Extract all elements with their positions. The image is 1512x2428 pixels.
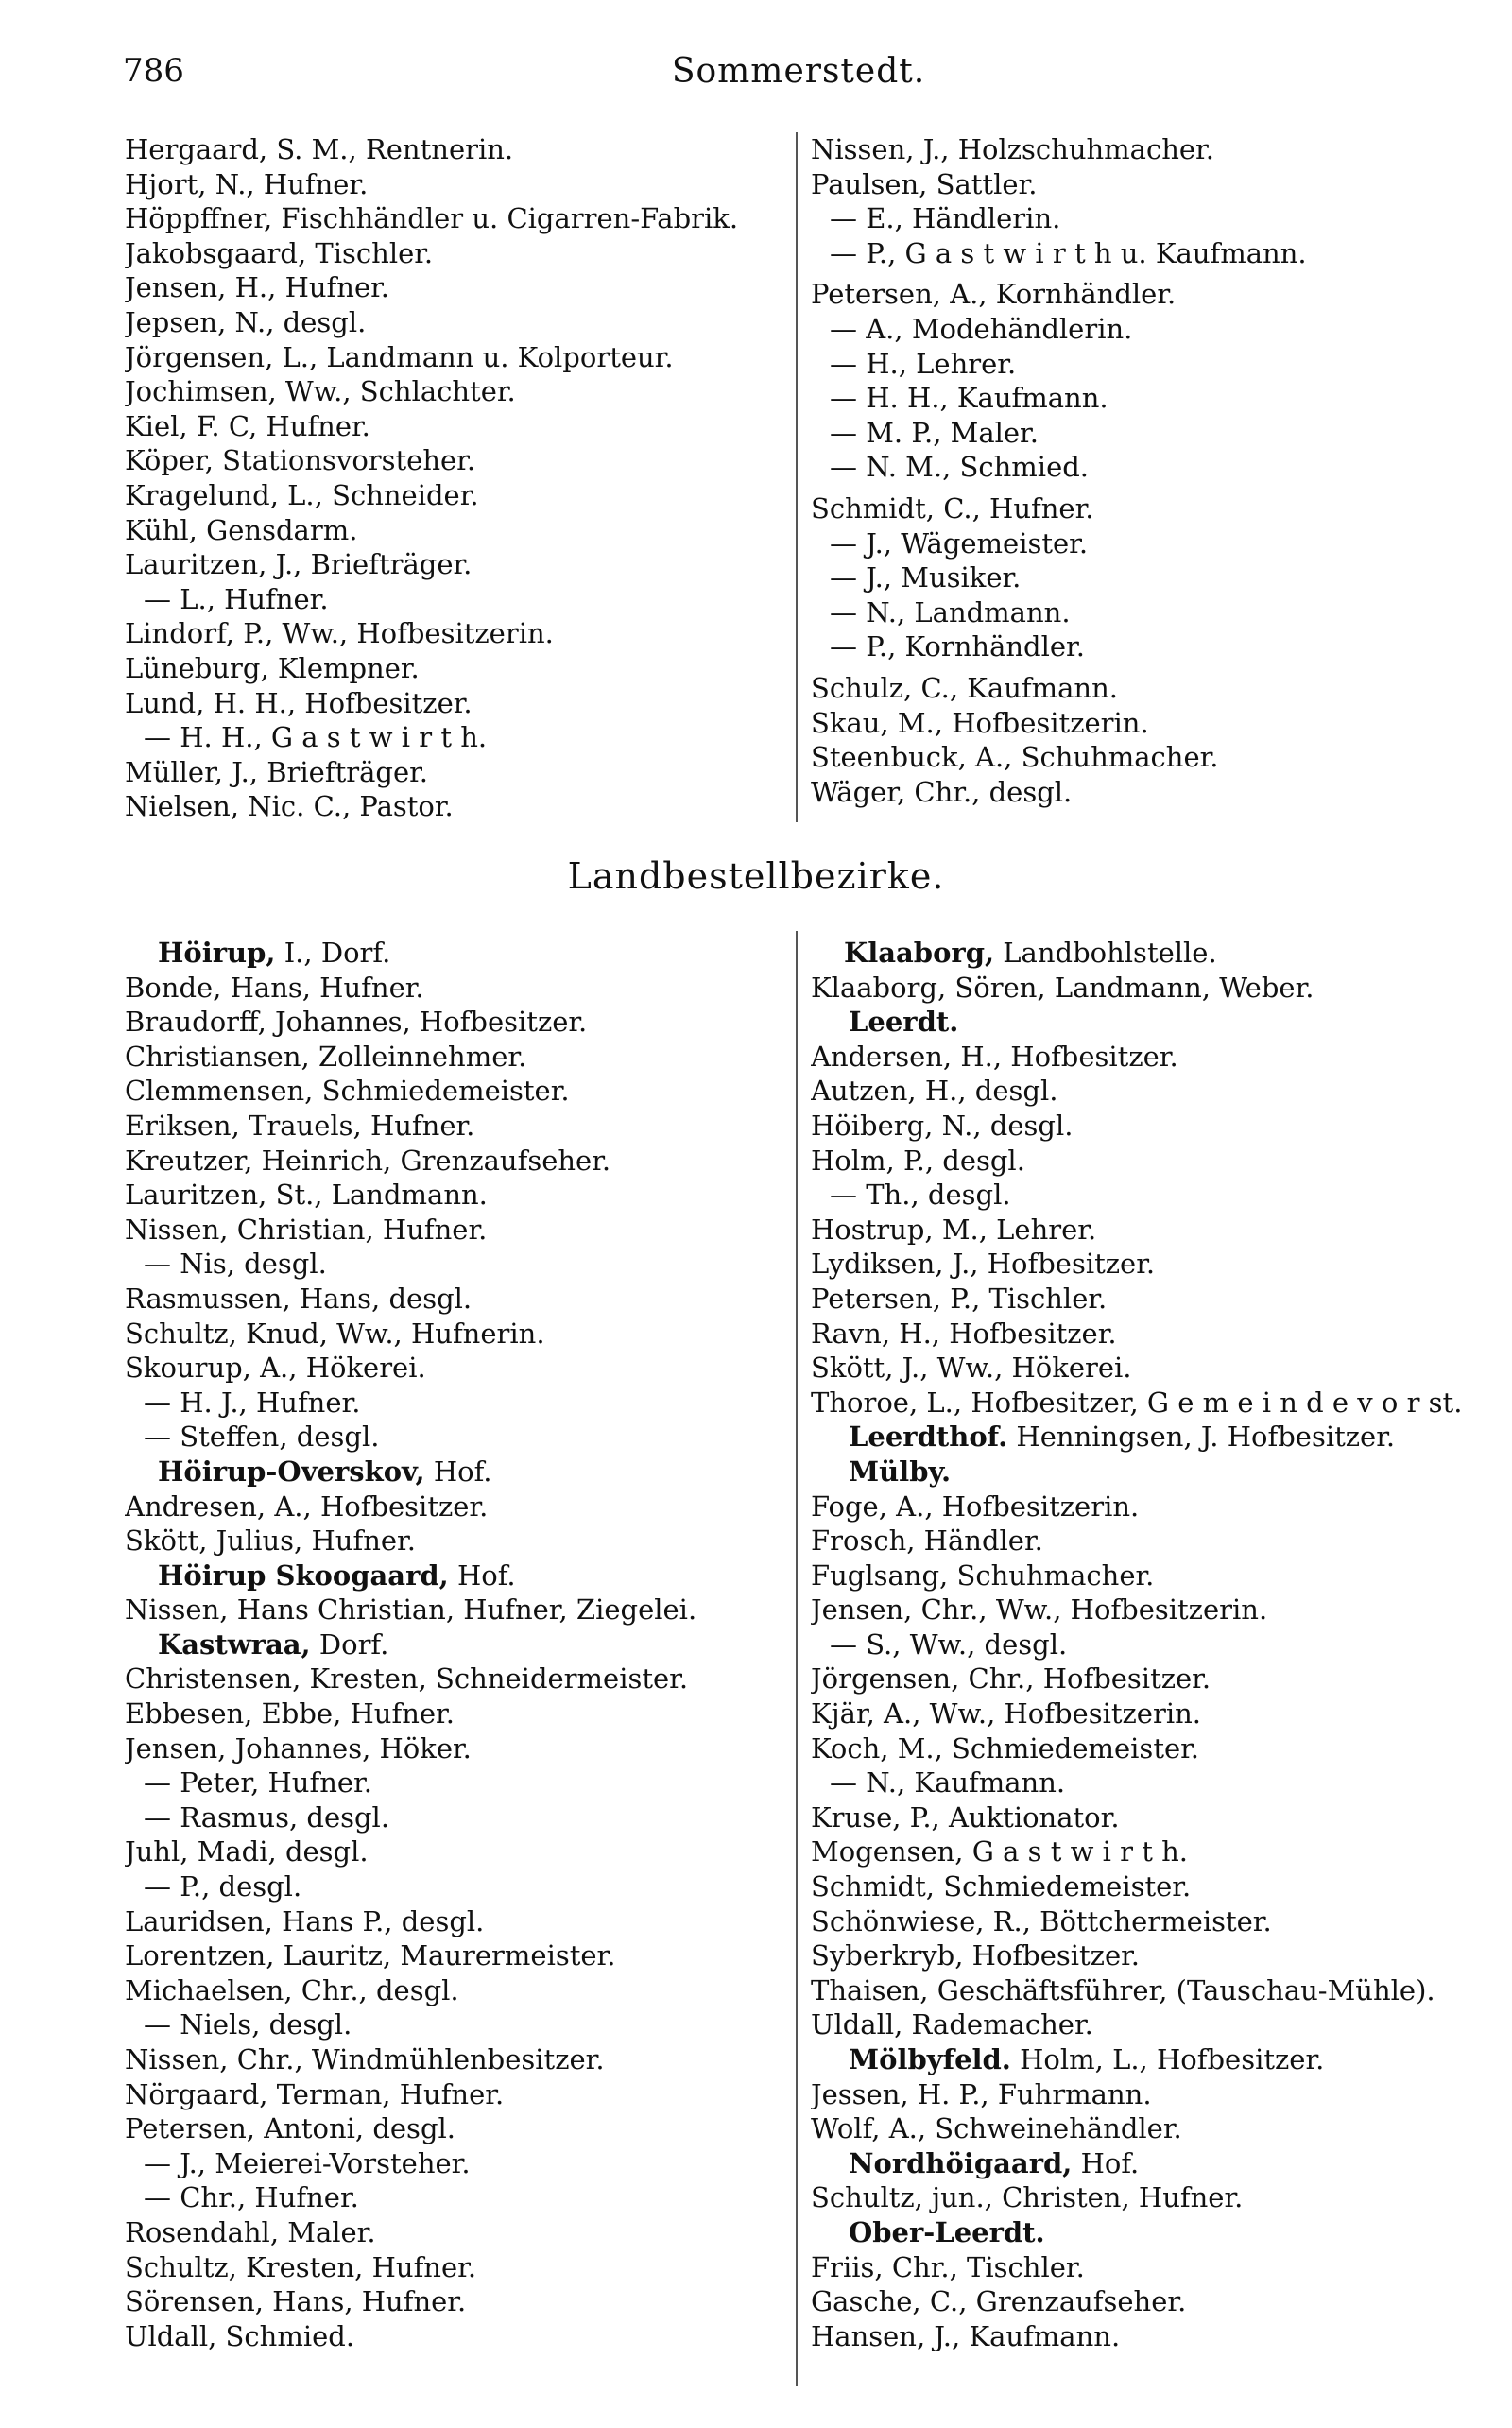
directory-entry: Paulsen, Sattler. (811, 167, 1038, 200)
place-heading (811, 2215, 1463, 2250)
directory-entry: Lydiksen, J., Hofbesitzer. (811, 1248, 1156, 1281)
place-description: Holm, L., Hofbesitzer. (1010, 2043, 1325, 2075)
directory-entry: Wäger, Chr., desgl. (811, 775, 1073, 808)
directory-entry: — N., Kaufmann. (830, 1766, 1066, 1799)
directory-entry: Bonde, Hans, Hufner. (125, 971, 424, 1004)
directory-entry: Schmidt, C., Hufner. (811, 491, 1094, 525)
column-divider-bottom (796, 931, 798, 2386)
directory-entry: — J., Musiker. (830, 561, 1022, 594)
directory-entry: Jepsen, N., desgl. (125, 305, 367, 338)
section-title: Landbestellbezirke. (567, 855, 945, 897)
place-heading (811, 1420, 1463, 1455)
directory-entry: — J., Wägemeister. (830, 526, 1089, 560)
directory-entry: Hergaard, S. M., Rentnerin. (125, 133, 514, 165)
place-name: Höirup-Overskov, (158, 1455, 425, 1488)
directory-entry: Müller, J., Briefträger. (125, 755, 428, 788)
place-name: Mülby. (849, 1455, 952, 1488)
directory-entry: Uldall, Rademacher. (811, 2008, 1093, 2041)
directory-entry: Gasche, C., Grenzaufseher. (811, 2285, 1187, 2318)
directory-entry: Clemmensen, Schmiedemeister. (125, 1075, 570, 1108)
directory-entry: Holm, P., desgl. (811, 1144, 1025, 1177)
place-name: Höirup, (158, 937, 276, 969)
directory-entry: Petersen, P., Tischler. (811, 1282, 1108, 1315)
place-heading (811, 1455, 1463, 1490)
directory-entry: Rasmussen, Hans, desgl. (125, 1282, 472, 1315)
directory-entry: Jensen, H., Hufner. (125, 271, 390, 304)
directory-entry: — H., Lehrer. (830, 347, 1017, 380)
directory-entry: Lorentzen, Lauritz, Maurermeister. (125, 1939, 616, 1972)
place-heading (811, 936, 1463, 971)
directory-entry: Nissen, Chr., Windmühlenbesitzer. (125, 2043, 605, 2075)
directory-entry: — P., desgl. (144, 1870, 302, 1903)
directory-entry: — Chr., Hufner. (144, 2181, 359, 2214)
directory-entry: Wolf, A., Schweinehändler. (811, 2112, 1182, 2145)
directory-entry: Nissen, Hans Christian, Hufner, Ziegelei. (125, 1593, 697, 1627)
directory-entry: Rosendahl, Maler. (125, 2215, 376, 2248)
directory-entry: Schultz, jun., Christen, Hufner. (811, 2181, 1244, 2214)
directory-entry: — S., Ww., desgl. (830, 1627, 1068, 1661)
directory-entry: Thaisen, Geschäftsführer, (Tauschau-Mühle). (811, 1973, 1435, 2006)
top-right-column (811, 132, 1463, 809)
place-description: Hof. (1072, 2146, 1140, 2179)
directory-entry: Nielsen, Nic. C., Pastor. (125, 790, 454, 823)
directory-entry: Thoroe, L., Hofbesitzer, G e m e i n d e v o r st. (811, 1386, 1463, 1419)
place-name: Höirup Skoogaard, (158, 1558, 449, 1592)
place-description: Landbohlstelle. (994, 937, 1217, 969)
page-header (123, 52, 1474, 99)
bottom-right-column (811, 936, 1463, 2353)
directory-entry: — H. J., Hufner. (144, 1386, 361, 1419)
directory-entry: Lindorf, P., Ww., Hofbesitzerin. (125, 617, 554, 650)
directory-entry: Ebbesen, Ebbe, Hufner. (125, 1697, 455, 1731)
directory-entry: Christensen, Kresten, Schneidermeister. (125, 1662, 689, 1696)
directory-entry: — Rasmus, desgl. (144, 1800, 390, 1834)
directory-entry: — Nis, desgl. (144, 1248, 327, 1281)
directory-entry: Hjort, N., Hufner. (125, 167, 369, 200)
place-heading (125, 936, 786, 971)
place-heading (811, 2042, 1463, 2077)
directory-entry: Hansen, J., Kaufmann. (811, 2319, 1121, 2352)
running-title: Sommerstedt. (671, 52, 926, 91)
directory-entry: Kühl, Gensdarm. (125, 513, 358, 546)
directory-entry: Jörgensen, L., Landmann u. Kolporteur. (125, 340, 674, 373)
directory-entry: Petersen, A., Kornhändler. (811, 278, 1177, 311)
directory-entry: Höppffner, Fischhändler u. Cigarren-Fabrik. (125, 202, 739, 235)
place-description: Henningsen, J. Hofbesitzer. (1007, 1421, 1396, 1454)
directory-entry: Koch, M., Schmiedemeister. (811, 1731, 1200, 1765)
place-heading (811, 2146, 1463, 2181)
directory-entry: — N., Landmann. (830, 595, 1071, 629)
directory-entry: Schmidt, Schmiedemeister. (811, 1870, 1192, 1903)
page-number: 786 (123, 52, 184, 90)
directory-entry: Kjär, A., Ww., Hofbesitzerin. (811, 1697, 1201, 1731)
place-description: Hof. (448, 1558, 516, 1592)
directory-entry: Kreutzer, Heinrich, Grenzaufseher. (125, 1144, 611, 1177)
column-divider-top (796, 132, 798, 822)
directory-entry: Lund, H. H., Hofbesitzer. (125, 686, 472, 719)
directory-entry: Sörensen, Hans, Hufner. (125, 2285, 467, 2318)
directory-entry: — M. P., Maler. (830, 416, 1039, 449)
directory-entry: Kruse, P., Auktionator. (811, 1800, 1120, 1834)
place-heading (125, 1627, 786, 1662)
directory-entry: Andersen, H., Hofbesitzer. (811, 1040, 1178, 1073)
directory-entry: — L., Hufner. (144, 582, 329, 615)
directory-entry: Steenbuck, A., Schuhmacher. (811, 741, 1219, 774)
directory-entry: Autzen, H., desgl. (811, 1075, 1058, 1108)
directory-entry: Schultz, Kresten, Hufner. (125, 2250, 477, 2283)
directory-entry: — P., Kornhändler. (830, 630, 1085, 663)
directory-entry: Kragelund, L., Schneider. (125, 478, 479, 511)
directory-entry: Uldall, Schmied. (125, 2319, 355, 2352)
directory-entry: Michaelsen, Chr., desgl. (125, 1973, 459, 2006)
place-heading (125, 1455, 786, 1490)
place-name: Nordhöigaard, (849, 2146, 1073, 2179)
directory-entry: Jochimsen, Ww., Schlachter. (125, 375, 516, 408)
directory-entry: Jessen, H. P., Fuhrmann. (811, 2077, 1152, 2110)
directory-entry: — N. M., Schmied. (830, 451, 1090, 484)
directory-entry: Andresen, A., Hofbesitzer. (125, 1490, 489, 1523)
directory-entry: — A., Modehändlerin. (830, 312, 1133, 345)
place-name: Mölbyfeld. (849, 2043, 1011, 2075)
place-description: Dorf. (310, 1627, 389, 1661)
directory-entry: Skött, Julius, Hufner. (125, 1524, 416, 1558)
directory-entry: Lauritzen, J., Briefträger. (125, 548, 472, 581)
directory-entry: — Niels, desgl. (144, 2008, 352, 2041)
place-name: Leerdthof. (849, 1421, 1008, 1454)
directory-entry: Köper, Stationsvorsteher. (125, 444, 476, 477)
directory-entry: Nissen, J., Holzschuhmacher. (811, 133, 1214, 165)
directory-entry: Braudorff, Johannes, Hofbesitzer. (125, 1006, 588, 1039)
directory-entry: Schönwiese, R., Böttchermeister. (811, 1904, 1272, 1937)
directory-entry: Skött, J., Ww., Hökerei. (811, 1352, 1132, 1385)
directory-entry: Christiansen, Zolleinnehmer. (125, 1040, 527, 1073)
directory-entry: Schulz, C., Kaufmann. (811, 671, 1118, 704)
directory-entry: Petersen, Antoni, desgl. (125, 2112, 455, 2145)
directory-entry: Schultz, Knud, Ww., Hufnerin. (125, 1317, 545, 1350)
bottom-left-column (125, 936, 786, 2353)
directory-entry: Skourup, A., Hökerei. (125, 1352, 426, 1385)
directory-entry: Friis, Chr., Tischler. (811, 2250, 1085, 2283)
directory-entry: Nissen, Christian, Hufner. (125, 1213, 488, 1246)
directory-entry: — H. H., Kaufmann. (830, 382, 1108, 415)
place-description: I., Dorf. (275, 937, 391, 969)
directory-entry: Klaaborg, Sören, Landmann, Weber. (811, 971, 1314, 1004)
directory-entry: Juhl, Madi, desgl. (125, 1835, 369, 1868)
place-name: Ober-Leerdt. (849, 2215, 1045, 2248)
directory-entry: Fuglsang, Schuhmacher. (811, 1558, 1155, 1592)
directory-entry: — Steffen, desgl. (144, 1421, 380, 1454)
directory-entry: Syberkryb, Hofbesitzer. (811, 1939, 1141, 1972)
directory-entry: Kiel, F. C, Hufner. (125, 409, 370, 442)
directory-entry: Frosch, Händler. (811, 1524, 1043, 1558)
directory-entry: — E., Händlerin. (830, 202, 1061, 235)
directory-entry: Jörgensen, Chr., Hofbesitzer. (811, 1662, 1211, 1696)
directory-entry: Eriksen, Trauels, Hufner. (125, 1109, 475, 1142)
directory-entry: Nörgaard, Terman, Hufner. (125, 2077, 505, 2110)
place-description: Hof. (424, 1455, 492, 1488)
directory-entry: Hostrup, M., Lehrer. (811, 1213, 1097, 1246)
directory-entry: Jakobsgaard, Tischler. (125, 236, 434, 269)
directory-entry: Ravn, H., Hofbesitzer. (811, 1317, 1117, 1350)
directory-entry: Mogensen, G a s t w i r t h. (811, 1835, 1188, 1868)
directory-entry: Jensen, Chr., Ww., Hofbesitzerin. (811, 1593, 1268, 1627)
directory-entry: Lüneburg, Klempner. (125, 651, 420, 684)
place-name: Kastwraa, (158, 1627, 311, 1661)
directory-entry: Skau, M., Hofbesitzerin. (811, 706, 1149, 739)
directory-entry: Jensen, Johannes, Höker. (125, 1731, 472, 1765)
place-name: Leerdt. (849, 1006, 959, 1039)
directory-entry: — J., Meierei-Vorsteher. (144, 2146, 471, 2179)
directory-entry: Foge, A., Hofbesitzerin. (811, 1490, 1140, 1523)
place-heading (811, 1005, 1463, 1040)
place-name: Klaaborg, (844, 937, 995, 969)
directory-entry: Lauritzen, St., Landmann. (125, 1179, 488, 1212)
top-left-column (125, 132, 786, 824)
directory-entry: — P., G a s t w i r t h u. Kaufmann. (830, 236, 1307, 269)
directory-entry: — H. H., G a s t w i r t h. (144, 721, 488, 754)
directory-entry: Höiberg, N., desgl. (811, 1109, 1074, 1142)
directory-entry: — Th., desgl. (830, 1179, 1011, 1212)
place-heading (125, 1558, 786, 1593)
directory-entry: — Peter, Hufner. (144, 1766, 372, 1799)
directory-entry: Lauridsen, Hans P., desgl. (125, 1904, 485, 1937)
